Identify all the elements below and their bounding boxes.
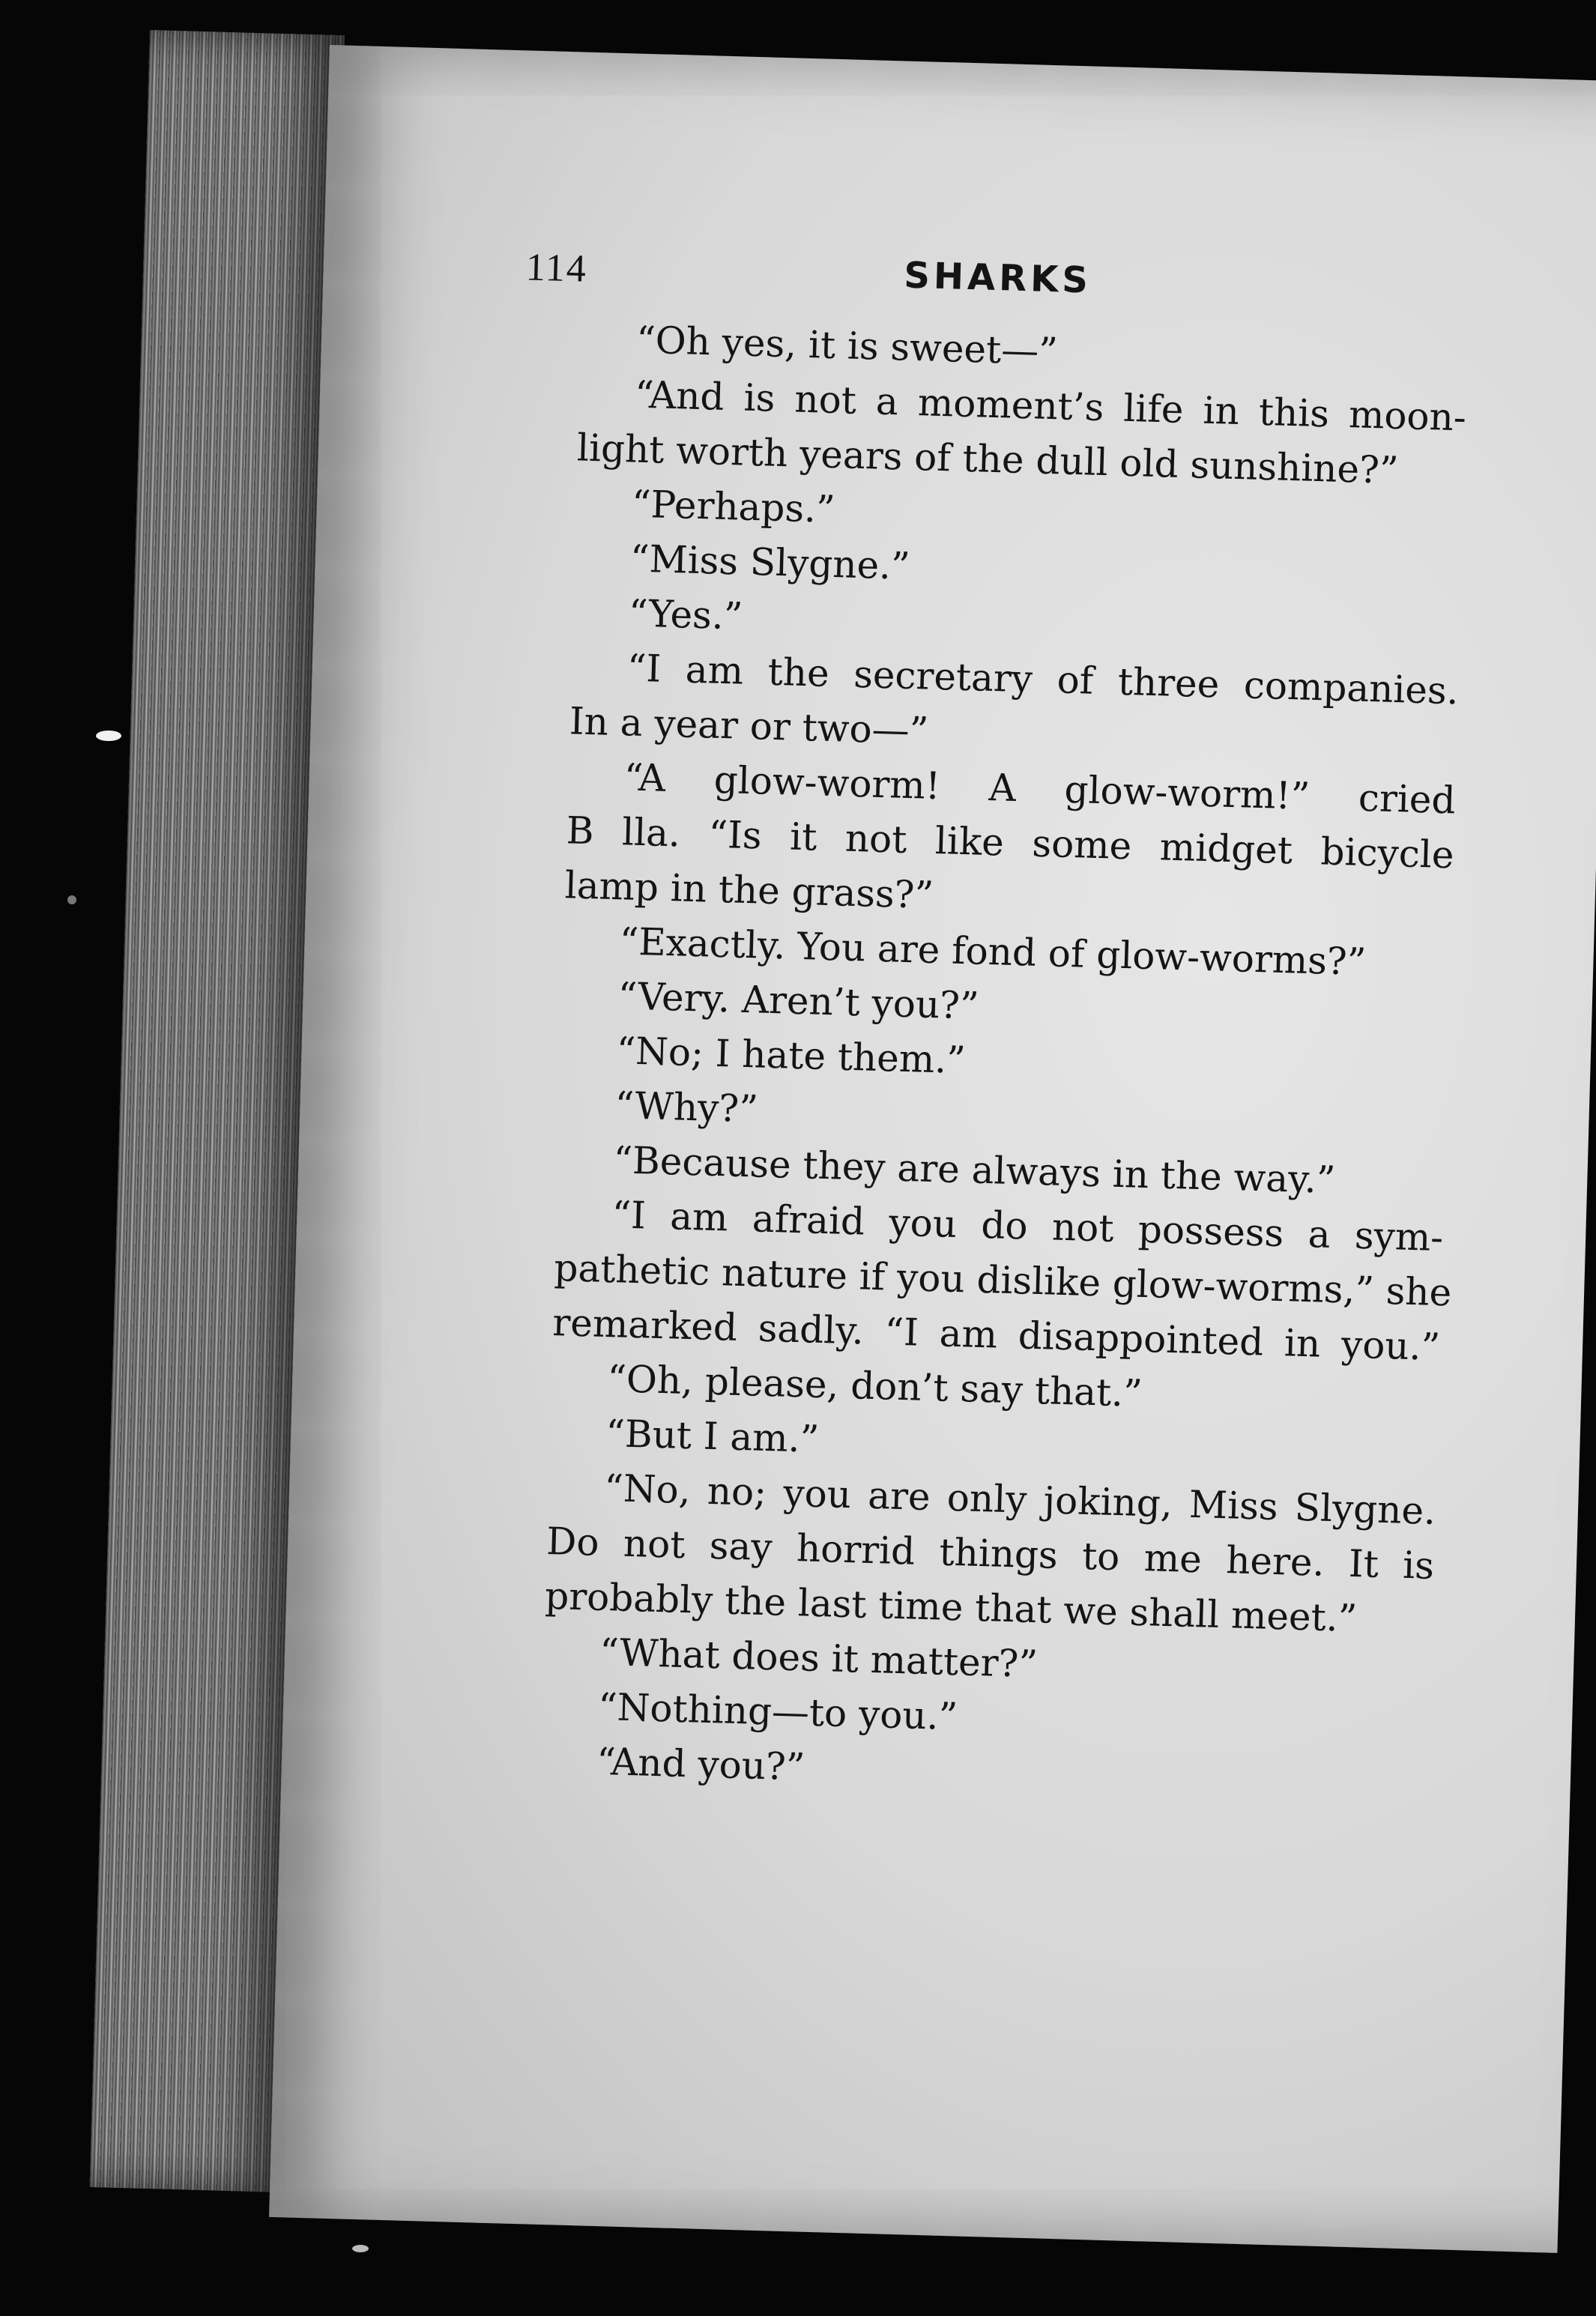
paragraph (508, 747, 1457, 937)
text-line: “What does it matter?” (599, 1630, 1039, 1687)
text-line: light worth years of the dull old sunshine?” (576, 426, 1400, 493)
text-line: lamp in the grass?” (564, 863, 934, 917)
text-line: “And is not a moment’s life in this moon- (634, 372, 1467, 440)
text-line: “Nothing—to you.” (597, 1684, 958, 1739)
running-title: SHARKS (903, 254, 1092, 302)
scan-speck (96, 731, 121, 741)
text-line: “Because they are always in the way.” (612, 1138, 1337, 1203)
text-line: “But I am.” (605, 1412, 820, 1461)
scan-speck (67, 895, 76, 904)
text-line: B lla. “Is it not like some midget bicycle (566, 808, 1455, 877)
text-line: “I am afraid you do not possess a sym- (611, 1193, 1444, 1260)
text-line: “Oh yes, it is sweet—” (635, 318, 1059, 374)
text-line: “No; I hate them.” (615, 1029, 967, 1083)
text-line: remarked sadly. “I am disappointed in you.” (551, 1300, 1441, 1370)
text-line: “A glow-worm! A glow-worm!” cried (623, 755, 1457, 823)
paragraph (488, 1458, 1436, 1648)
text-line: “Yes.” (628, 591, 744, 638)
text-line: probably the last time that we shall meet.” (544, 1573, 1358, 1641)
text-line: “Why?” (614, 1083, 759, 1131)
text-line: “Miss Slygne.” (629, 536, 911, 588)
text-line: “Very. Aren’t you?” (617, 974, 980, 1028)
paragraph (496, 1185, 1453, 1375)
book-page (269, 45, 1596, 2253)
text-line: “I am the secretary of three companies. (626, 646, 1460, 713)
text-line: “No, no; you are only joking, Miss Slygne. (603, 1466, 1436, 1533)
scan-speck (352, 2245, 369, 2252)
page-text-block (483, 238, 1470, 1812)
text-line: “And you?” (596, 1739, 806, 1789)
text-line: Do not say horrid things to me here. It is (545, 1519, 1435, 1588)
text-line: “Oh, please, don’t say that.” (606, 1357, 1143, 1415)
page-number: 114 (525, 246, 588, 291)
text-line: “Perhaps.” (631, 482, 836, 532)
text-line: pathetic nature if you dislike glow-worms,” she (553, 1246, 1453, 1315)
text-line: “Exactly. You are fond of glow-worms?” (618, 919, 1367, 985)
text-line: In a year or two—” (569, 699, 930, 753)
